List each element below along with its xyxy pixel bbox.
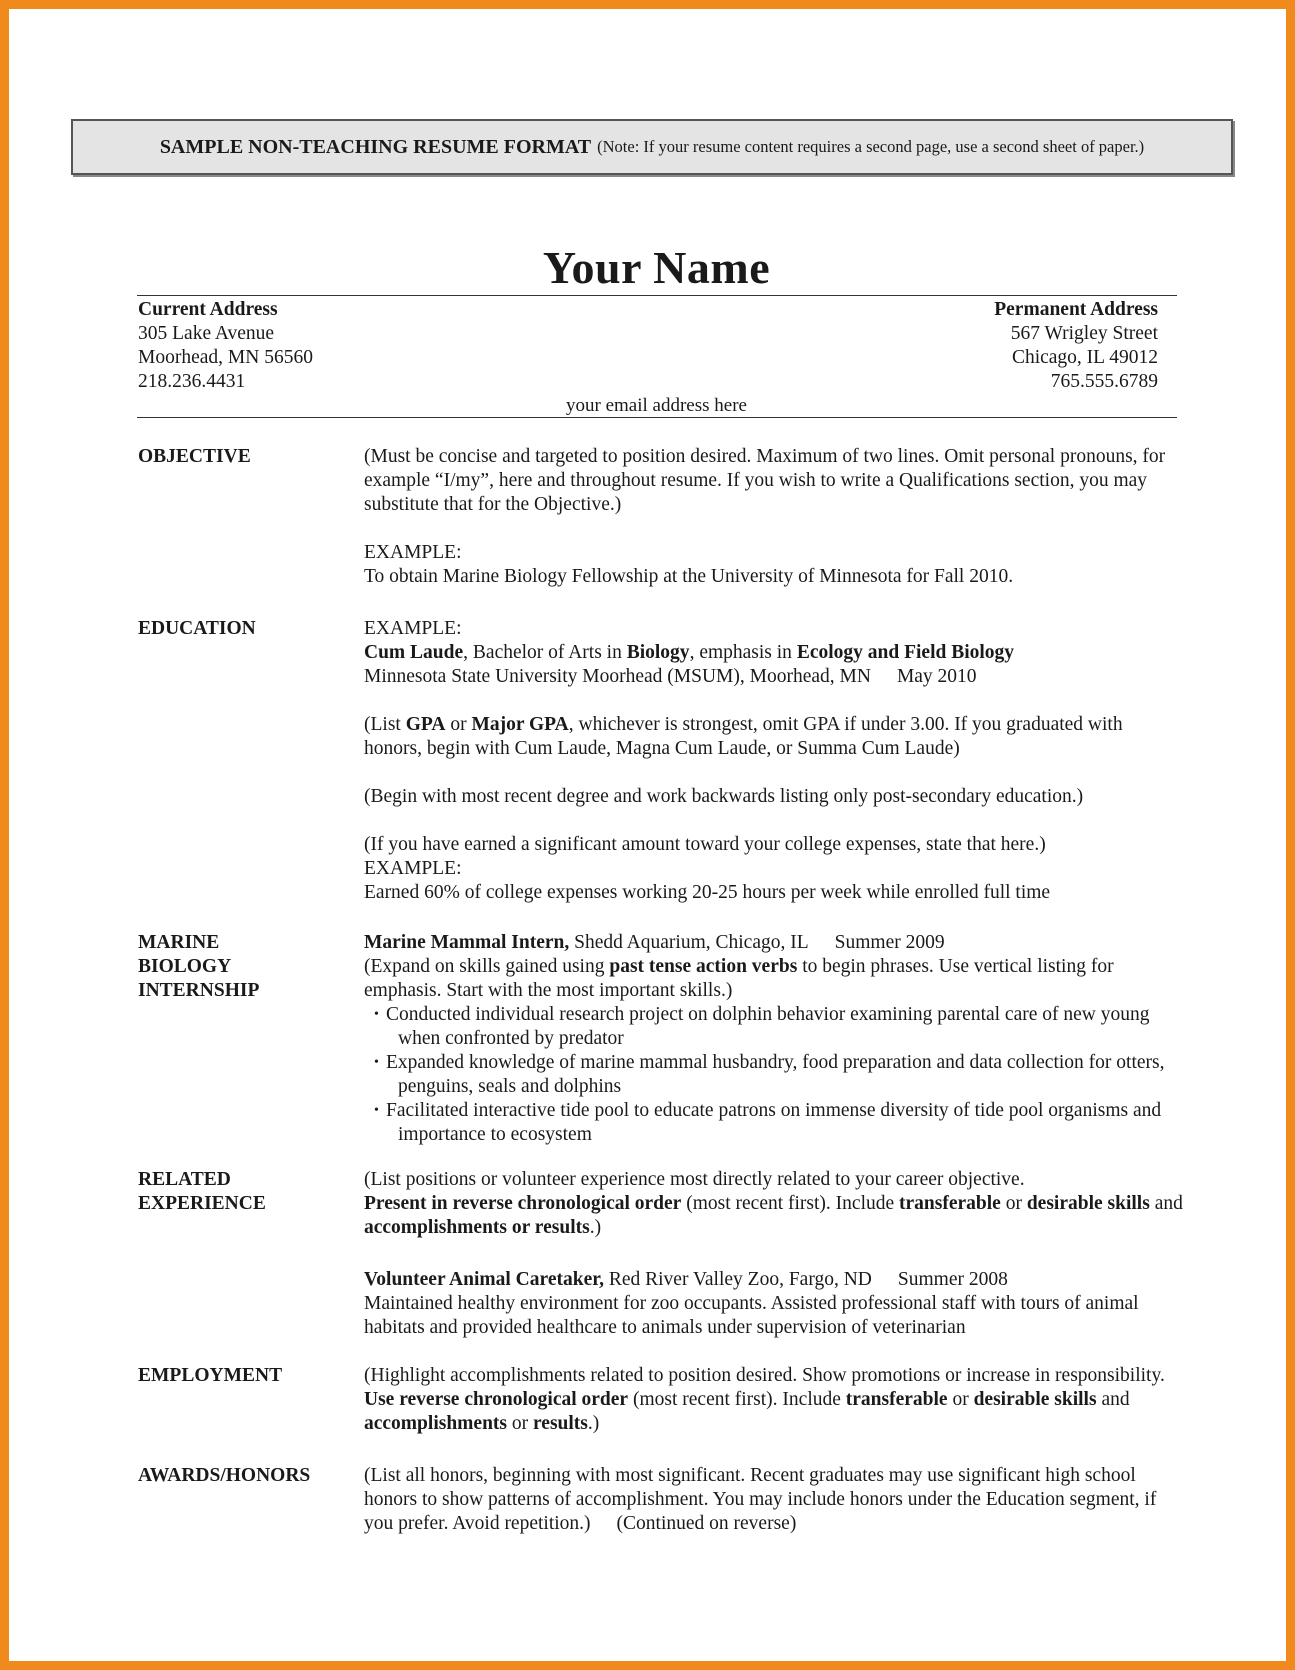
internship-title-line (364, 931, 1184, 955)
education-label: EDUCATION (138, 618, 256, 639)
internship-body (364, 931, 1184, 1147)
related-text-4: .) (589, 1217, 602, 1238)
employment-bold-3: desirable skills (973, 1389, 1097, 1410)
gpa-text-1: (List (364, 714, 406, 735)
employment-text (364, 1364, 1184, 1436)
degree-emphasis: Ecology and Field Biology (796, 642, 1015, 663)
related-bold-4: accomplishments or results (364, 1217, 590, 1238)
objective-example-label: EXAMPLE: (364, 542, 462, 563)
volunteer-title: Volunteer Animal Caretaker, (364, 1269, 604, 1290)
volunteer-desc: Maintained healthy environment for zoo occupants. Assisted professional staff with tours of animal habitats and provided healthcare to animals under supervision of veterinarian (364, 1293, 1139, 1338)
header-rule-bottom (137, 417, 1177, 418)
related-text-3: and (1149, 1193, 1183, 1214)
expenses-example: Earned 60% of college expenses working 20-25 hours per week while enrolled full time (364, 882, 1051, 903)
employment-text-4: and (1096, 1389, 1130, 1410)
current-address (138, 298, 313, 394)
employment-text-1: (Highlight accomplishments related to position desired. Show promotions or increase in responsibility. (364, 1365, 1165, 1386)
volunteer-place: Red River Valley Zoo, Fargo, ND (603, 1269, 872, 1290)
related-body (364, 1168, 1184, 1340)
employment-body (364, 1364, 1184, 1436)
education-body (364, 617, 1184, 905)
gpa-text-3: , whichever is strongest, omit GPA if under 3.00. If you graduated with honors, begin with Cum Laude, Magna Cum Laude, or Summa Cum Laude) (364, 714, 1123, 759)
continued-note: (Continued on reverse) (616, 1513, 797, 1534)
permanent-address-heading: Permanent Address (994, 299, 1158, 320)
volunteer-title-line (364, 1268, 1184, 1292)
volunteer-date: Summer 2008 (897, 1269, 1008, 1290)
employment-text-3: or (947, 1389, 974, 1410)
related-instructions (364, 1192, 1184, 1240)
internship-label-line-1: MARINE (138, 932, 220, 953)
degree-honor: Cum Laude (364, 642, 464, 663)
related-intro: (List positions or volunteer experience most directly related to your career objective. (364, 1169, 1025, 1190)
internship-date: Summer 2009 (834, 932, 945, 953)
banner-title: SAMPLE NON-TEACHING RESUME FORMAT (159, 135, 592, 158)
expenses-example-label: EXAMPLE: (364, 858, 462, 879)
gpa-note (364, 713, 1184, 761)
gpa-text-2: or (445, 714, 472, 735)
employment-label: EMPLOYMENT (138, 1365, 283, 1386)
related-text-1: (most recent first). Include (681, 1193, 900, 1214)
current-address-heading: Current Address (138, 299, 278, 320)
employment-bold-4: accomplishments (364, 1413, 507, 1434)
school-line (364, 665, 1184, 689)
degree-text-2: , emphasis in (689, 642, 797, 663)
current-phone: 218.236.4431 (138, 371, 246, 392)
awards-label: AWARDS/HONORS (138, 1465, 311, 1486)
gpa-bold-1: GPA (405, 714, 446, 735)
internship-bullets (364, 1003, 1184, 1147)
related-text-2: or (1000, 1193, 1027, 1214)
awards-text-main: (List all honors, beginning with most significant. Recent graduates may use significant high school honors to show patterns of accomplishment. You may include honors under the Education segment, if you prefer. Avoid repetition.) (364, 1465, 1157, 1534)
related-label (138, 1168, 348, 1216)
employment-bold-1: Use reverse chronological order (364, 1389, 629, 1410)
internship-desc-1: (Expand on skills gained using (364, 956, 610, 977)
permanent-street: 567 Wrigley Street (1010, 323, 1158, 344)
internship-label (138, 931, 348, 1003)
bullet-item: • Expanded knowledge of marine mammal husbandry, food preparation and data collection for otters, penguins, seals and dolphins (364, 1051, 1184, 1099)
employment-text-5: or (507, 1413, 533, 1434)
internship-desc-2: to begin phrases. Use vertical listing for emphasis. Start with the most important skills.) (364, 956, 1114, 1001)
internship-desc (364, 955, 1184, 1003)
education-example-label: EXAMPLE: (364, 618, 462, 639)
related-label-line-1: RELATED (138, 1169, 231, 1190)
header-rule-top (137, 295, 1177, 296)
permanent-city: Chicago, IL 49012 (1011, 347, 1158, 368)
related-label-line-2: EXPERIENCE (138, 1193, 266, 1214)
bullet-item: • Facilitated interactive tide pool to educate patrons on immense diversity of tide pool organisms and importance to ecosystem (364, 1099, 1184, 1147)
school-name: Minnesota State University Moorhead (MSUM), Moorhead, MN (364, 666, 871, 687)
internship-place: Shedd Aquarium, Chicago, IL (569, 932, 809, 953)
employment-bold-5: results (533, 1413, 588, 1434)
employment-text-2: (most recent first). Include (628, 1389, 846, 1410)
bullet-item: • Conducted individual research project on dolphin behavior examining parental care of new young when confronted by predator (364, 1003, 1184, 1051)
degree-line (364, 641, 1184, 665)
objective-example: To obtain Marine Biology Fellowship at the University of Minnesota for Fall 2010. (364, 566, 1014, 587)
email-line: your email address here (566, 395, 747, 416)
employment-text-6: .) (587, 1413, 600, 1434)
internship-desc-bold: past tense action verbs (609, 956, 798, 977)
education-order-note: (Begin with most recent degree and work backwards listing only post-secondary education.) (364, 786, 1084, 807)
internship-label-line-3: INTERNSHIP (138, 980, 260, 1001)
related-bold-1: Present in reverse chronological order (364, 1193, 682, 1214)
banner-note: (Note: If your resume content requires a second page, use a second sheet of paper.) (597, 137, 1145, 156)
objective-text: (Must be concise and targeted to position desired. Maximum of two lines. Omit personal pronouns, for example “I/my”, here and throughout resume. If you wish to write a Qualifications section, you may substitute that for the Objective.) (364, 446, 1166, 515)
awards-text (364, 1464, 1184, 1536)
internship-title: Marine Mammal Intern, (364, 932, 570, 953)
degree-text-1: , Bachelor of Arts in (463, 642, 627, 663)
expenses-note: (If you have earned a significant amount toward your college expenses, state that here.) (364, 834, 1046, 855)
objective-body (364, 445, 1184, 589)
gpa-bold-2: Major GPA (471, 714, 569, 735)
degree-major: Biology (626, 642, 690, 663)
objective-label: OBJECTIVE (138, 446, 251, 467)
format-banner (71, 119, 1233, 175)
permanent-address (994, 298, 1158, 394)
related-bold-3: desirable skills (1026, 1193, 1150, 1214)
permanent-phone: 765.555.6789 (1050, 371, 1158, 392)
related-bold-2: transferable (899, 1193, 1001, 1214)
employment-bold-2: transferable (845, 1389, 948, 1410)
awards-body (364, 1464, 1184, 1536)
current-street: 305 Lake Avenue (138, 323, 275, 344)
current-city: Moorhead, MN 56560 (138, 347, 313, 368)
resume-name: Your Name (542, 242, 771, 293)
school-date: May 2010 (896, 666, 977, 687)
internship-label-line-2: BIOLOGY (138, 956, 232, 977)
